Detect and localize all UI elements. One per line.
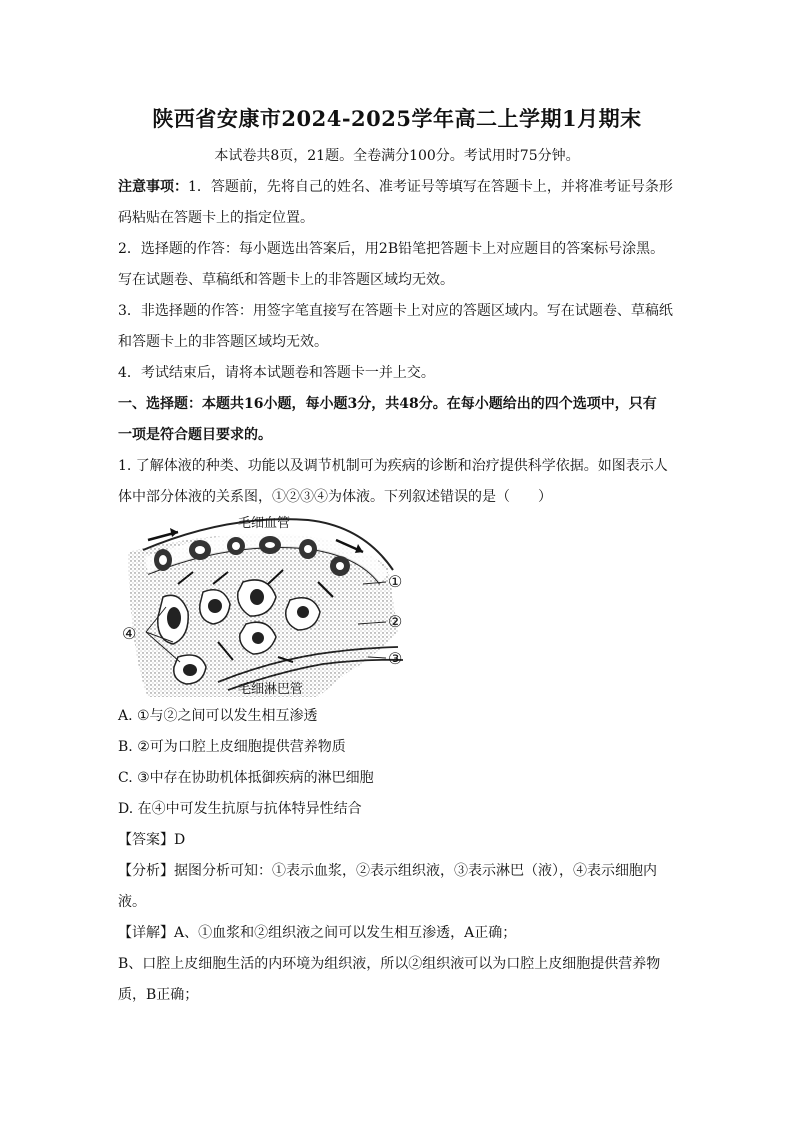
answer: 【答案】D bbox=[118, 832, 186, 848]
question-stem-1: 1. 了解体液的种类、功能以及调节机制可为疾病的诊断和治疗提供科学依据。如图表示人 bbox=[118, 458, 668, 474]
diagram-drawing bbox=[118, 512, 418, 697]
notes-line-5: 3．非选择题的作答：用签字笔直接写在答题卡上对应的答题区域内。写在试题卷、草稿纸 bbox=[118, 303, 673, 319]
notes-line-2: 码粘贴在答题卡上的指定位置。 bbox=[118, 210, 314, 226]
mark-3: ③ bbox=[388, 649, 403, 668]
notes-line-3: 2．选择题的作答：每小题选出答案后，用2B铅笔把答题卡上对应题目的答案标号涂黑。 bbox=[118, 241, 665, 257]
detail-1: 【详解】A、①血浆和②组织液之间可以发生相互渗透，A正确； bbox=[118, 925, 517, 941]
mark-4: ④ bbox=[122, 624, 137, 643]
capillary-label: 毛细血管 bbox=[238, 516, 291, 531]
page-title: 陕西省安康市2024-2025学年高二上学期1月期末 bbox=[152, 106, 642, 131]
mark-2: ② bbox=[388, 612, 403, 631]
lymph-capillary-label: 毛细淋巴管 bbox=[238, 682, 304, 697]
option-d: D. 在④中可发生抗原与抗体特异性结合 bbox=[118, 801, 362, 817]
section-heading-1: 一、选择题：本题共16小题，每小题3分，共48分。在每小题给出的四个选项中，只有 bbox=[118, 396, 657, 412]
section-heading-2: 一项是符合题目要求的。 bbox=[118, 427, 272, 443]
notes-line-6: 和答题卡上的非答题区域均无效。 bbox=[118, 334, 328, 350]
detail-3: 质，B正确； bbox=[118, 987, 199, 1003]
body-fluid-diagram bbox=[118, 512, 418, 697]
exam-info: 本试卷共8页，21题。全卷满分100分。考试用时75分钟。 bbox=[214, 148, 580, 164]
notes-line-4: 写在试题卷、草稿纸和答题卡上的非答题区域均无效。 bbox=[118, 272, 454, 288]
mark-1: ① bbox=[388, 572, 403, 591]
option-b: B. ②可为口腔上皮细胞提供营养物质 bbox=[118, 739, 346, 755]
question-stem-2: 体中部分体液的关系图，①②③④为体液。下列叙述错误的是（ ） bbox=[118, 489, 552, 505]
analysis-2: 液。 bbox=[118, 894, 146, 910]
option-a: A. ①与②之间可以发生相互渗透 bbox=[118, 708, 318, 724]
notes-line-1 bbox=[118, 177, 688, 197]
notes-label: 注意事项： bbox=[118, 179, 188, 195]
option-c: C. ③中存在协助机体抵御疾病的淋巴细胞 bbox=[118, 770, 374, 786]
notes-line-7: 4．考试结束后，请将本试题卷和答题卡一并上交。 bbox=[118, 365, 435, 381]
note-text: 1．答题前，先将自己的姓名、准考证号等填写在答题卡上，并将准考证号条形 bbox=[188, 179, 673, 195]
detail-2: B、口腔上皮细胞生活的内环境为组织液，所以②组织液可以为口腔上皮细胞提供营养物 bbox=[118, 956, 661, 972]
analysis-1: 【分析】据图分析可知：①表示血浆，②表示组织液，③表示淋巴（液），④表示细胞内 bbox=[118, 863, 657, 879]
